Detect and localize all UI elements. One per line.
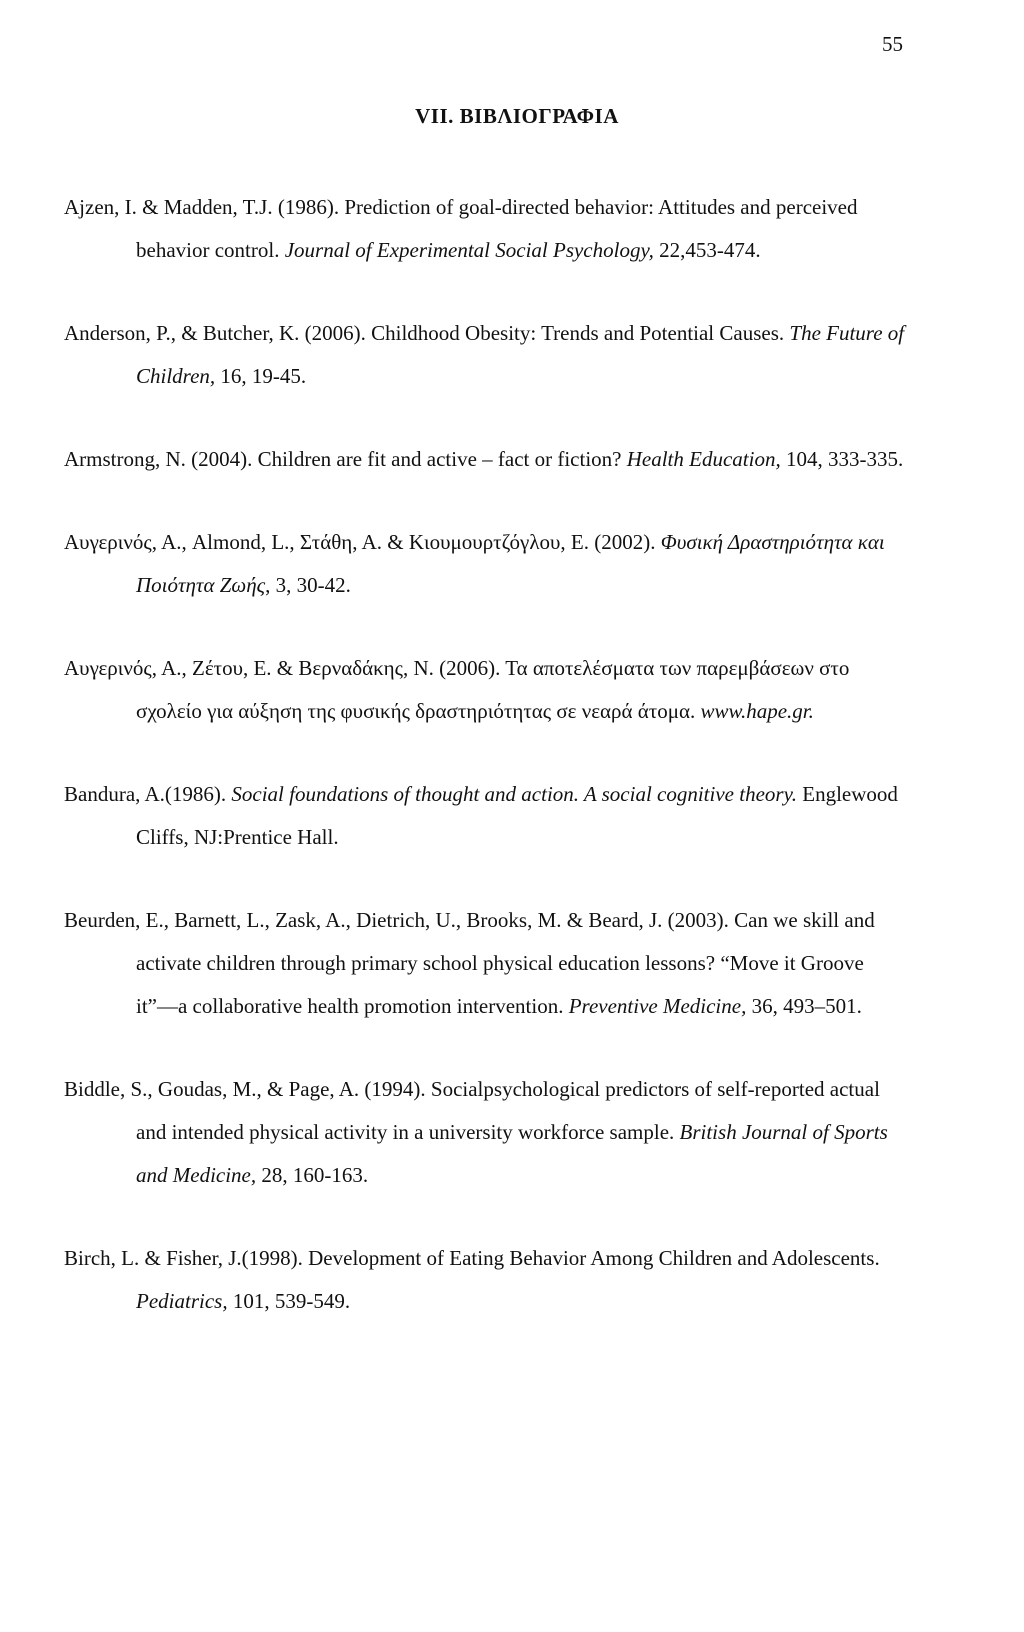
reference-text: Anderson, P., & Butcher, K. (2006). Childhood Obesity: Trends and Potential Causes. <box>64 321 790 345</box>
reference-text: 28, 160-163. <box>256 1163 369 1187</box>
reference-italic-text: British Journal of Sports and Medicine, <box>136 1120 888 1187</box>
page-number: 55 <box>882 32 903 56</box>
reference-entry <box>64 438 906 481</box>
reference-text: Armstrong, N. (2004). Children are fit and active – fact or fiction? <box>64 447 627 471</box>
reference-italic-text: Health Education, <box>626 447 781 471</box>
reference-text: 36, 493–501. <box>746 994 862 1018</box>
reference-italic-text: Social foundations of thought and action. A social cognitive theory. <box>231 782 797 806</box>
reference-italic-text: Preventive Medicine, <box>568 994 747 1018</box>
reference-text: 16, 19-45. <box>215 364 307 388</box>
reference-text: Bandura, A.(1986). <box>64 782 232 806</box>
reference-text: Beurden, E., Barnett, L., Zask, A., Dietrich, U., Brooks, M. & Beard, J. (2003). Can we skill and activate children through primary school physical education lessons? “Move it Groove it”—a collaborative health promotion intervention. <box>64 908 875 1018</box>
reference-list <box>64 186 906 1363</box>
reference-entry <box>64 312 906 398</box>
reference-italic-text: www.hape.gr. <box>700 699 814 723</box>
reference-entry <box>64 773 906 859</box>
reference-italic-text: The Future of Children, <box>136 321 905 388</box>
reference-text: Englewood Cliffs, NJ:Prentice Hall. <box>136 782 898 849</box>
reference-entry <box>64 186 906 272</box>
reference-text: Αυγερινός, Α., Ζέτου, Ε. & Βερναδάκης, Ν. (2006). Τα αποτελέσματα των παρεμβάσεων στο σχολείο για αύξηση της φυσικής δραστηριότητας σε νεαρά άτομα. <box>64 656 850 723</box>
reference-entry <box>64 1237 906 1323</box>
reference-text: 101, 539-549. <box>227 1289 351 1313</box>
reference-text: Birch, L. & Fisher, J.(1998). Development of Eating Behavior Among Children and Adolescents. <box>64 1246 880 1270</box>
reference-entry <box>64 1068 906 1197</box>
reference-italic-text: Journal of Experimental Social Psychology, <box>284 238 654 262</box>
bibliography-heading: VII. ΒΙΒΛΙΟΓΡΑΦΙΑ <box>415 104 619 128</box>
reference-text: 104, 333-335. <box>780 447 904 471</box>
reference-text: , 3, 30-42. <box>265 573 351 597</box>
reference-text: Ajzen, I. & Madden, T.J. (1986). Prediction of goal-directed behavior: Attitudes and perceived behavior control. <box>64 195 858 262</box>
reference-text: Αυγερινός, Α., Almond, L., Στάθη, Α. & Κιουμουρτζόγλου, Ε. (2002). <box>64 530 661 554</box>
reference-italic-text: Pediatrics, <box>136 1289 228 1313</box>
reference-entry <box>64 899 906 1028</box>
reference-entry <box>64 521 906 607</box>
reference-italic-text: Φυσική Δραστηριότητα και Ποιότητα Ζωής <box>136 530 885 597</box>
reference-text: 22,453-474. <box>653 238 761 262</box>
reference-entry <box>64 647 906 733</box>
reference-text: Biddle, S., Goudas, M., & Page, A. (1994). Socialpsychological predictors of self-reported actual and intended physical activity in a university workforce sample. <box>64 1077 880 1144</box>
